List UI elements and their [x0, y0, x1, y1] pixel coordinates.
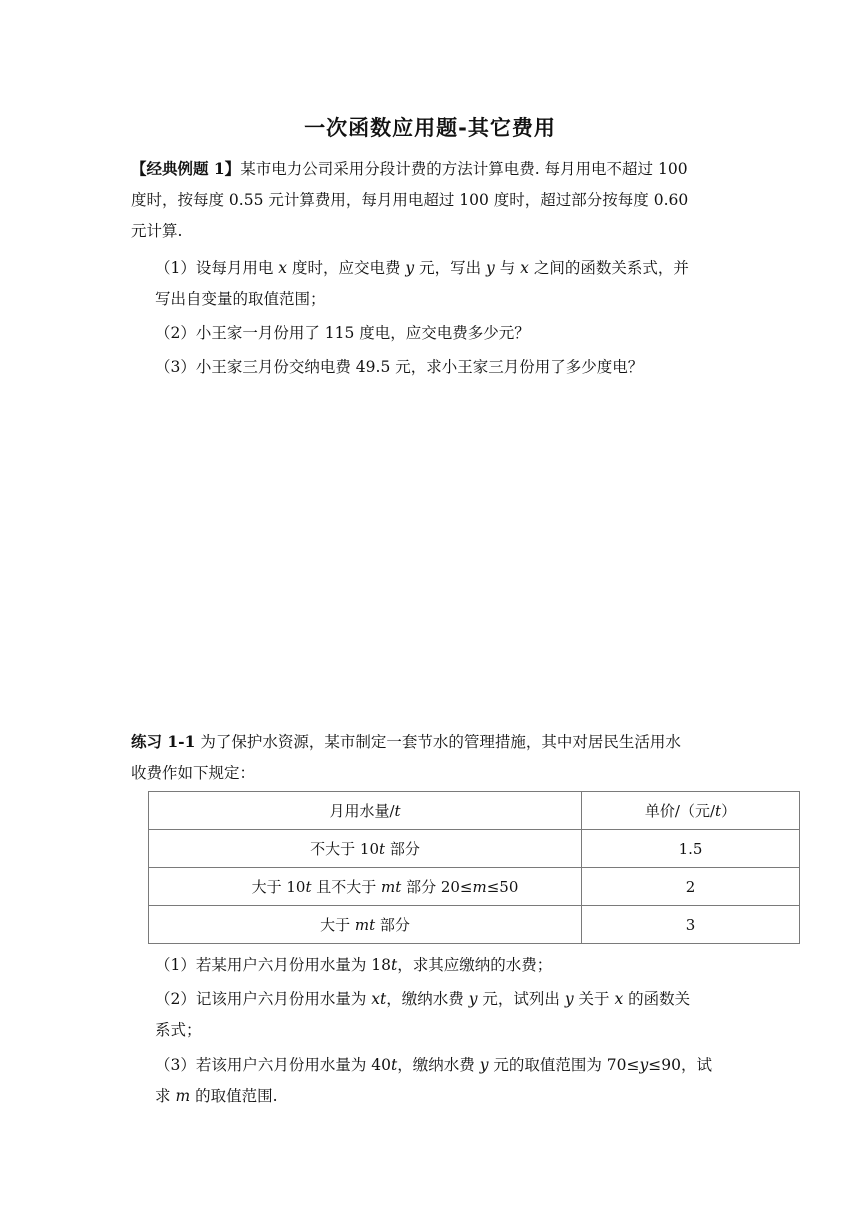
header-text: ）	[721, 802, 737, 820]
q-text-cont: 系式；	[155, 1021, 202, 1039]
table-cell-range	[149, 906, 582, 944]
q1-text: 度时，应交电费	[287, 259, 406, 277]
q-text: ，缴纳水费	[386, 990, 469, 1008]
q-text: （1）若某用户六月份用水量为 18	[155, 956, 392, 974]
table-cell-price: 1.5	[582, 830, 800, 868]
unit-t: t	[715, 802, 722, 820]
q-text: ，缴纳水费	[397, 1056, 480, 1074]
cell-text: 部分 20≤	[401, 878, 473, 896]
table-row	[149, 906, 800, 944]
page-title: 一次函数应用题-其它费用	[304, 116, 556, 140]
cell-text: 部分	[375, 916, 410, 934]
unit-t: t	[394, 802, 401, 820]
cell-text: 部分	[385, 840, 420, 858]
q-text: 关于	[573, 990, 615, 1008]
cell-text: ≤50	[486, 878, 519, 896]
var-y: y	[486, 259, 495, 277]
example-1-text	[131, 153, 731, 247]
var-x: x	[520, 259, 529, 277]
exercise-1-1-text	[131, 726, 731, 789]
unit-t: t	[379, 840, 386, 858]
exercise-line-2: 收费作如下规定：	[131, 764, 256, 782]
var-y: y	[405, 259, 415, 277]
header-text: 月用水量/	[329, 802, 395, 820]
table-header-usage	[149, 792, 582, 830]
q-text: （2）记该用户六月份用水量为	[155, 990, 372, 1008]
var-y: y	[468, 990, 478, 1008]
var-m: m	[472, 878, 487, 896]
table-header-price	[582, 792, 800, 830]
header-text: 单价/（元/	[644, 802, 716, 820]
q-text: 元，试列出	[477, 990, 565, 1008]
table-cell-range	[149, 868, 582, 906]
cell-text: 且不大于	[311, 878, 382, 896]
cell-text: 不大于 10	[310, 840, 380, 858]
example-1-question-3: （3）小王家三月份交纳电费 49.5 元，求小王家三月份用了多少度电？	[155, 358, 644, 376]
table-cell-price: 3	[582, 906, 800, 944]
table-cell-range	[149, 830, 582, 868]
q1-text: 之间的函数关系式，并	[528, 259, 689, 277]
table-cell-price: 2	[582, 868, 800, 906]
example-1-question-2: （2）小王家一月份用了 115 度电，应交电费多少元？	[155, 324, 530, 342]
cell-text: 大于	[320, 916, 355, 934]
q1-text: 元，写出	[414, 259, 487, 277]
var-x: x	[278, 259, 288, 277]
example-1-question-1	[155, 253, 731, 315]
exercise-question-2	[155, 984, 731, 1046]
exercise-question-3	[155, 1050, 731, 1112]
exercise-line-1: 为了保护水资源，某市制定一套节水的管理措施，其中对居民生活用水	[195, 733, 681, 751]
exercise-question-1	[155, 950, 731, 981]
unit-t: t	[391, 1056, 398, 1074]
unit-t: t	[305, 878, 312, 896]
q-text-cont: 的取值范围.	[190, 1087, 278, 1105]
q-text: （3）若该用户六月份用水量为 40	[155, 1056, 392, 1074]
q-text: 的函数关	[623, 990, 691, 1008]
unit-t: t	[391, 956, 398, 974]
example-1-line-1: 某市电力公司采用分段计费的方法计算电费. 每月用电不超过 100	[240, 160, 688, 178]
q-text-cont: 求	[155, 1087, 176, 1105]
var-y: y	[479, 1056, 489, 1074]
example-1-line-2: 度时，按每度 0.55 元计算费用，每月用电超过 100 度时，超过部分按每度 0.60	[131, 191, 689, 209]
q-text: ≤90，试	[648, 1056, 713, 1074]
var-x: x	[614, 990, 624, 1008]
q1-text-cont: 写出自变量的取值范围；	[155, 290, 326, 308]
table-header-row	[149, 792, 800, 830]
q-text: 元的取值范围为 70≤	[488, 1056, 640, 1074]
q-text: ，求其应缴纳的水费；	[397, 956, 553, 974]
var-xt: xt	[371, 990, 387, 1008]
var-m: m	[175, 1087, 191, 1105]
exercise-1-1-label: 练习 1-1	[131, 732, 196, 751]
var-mt: mt	[381, 878, 402, 896]
example-1-line-3: 元计算.	[131, 222, 183, 240]
example-1-label: 【经典例题 1】	[131, 159, 241, 178]
q1-text: （1）设每月用电	[155, 259, 279, 277]
water-price-table	[148, 791, 800, 944]
var-y: y	[564, 990, 574, 1008]
var-mt: mt	[354, 916, 376, 934]
cell-text: 大于 10	[251, 878, 306, 896]
q1-text: 与	[494, 259, 521, 277]
table-row	[149, 830, 800, 868]
table-row	[149, 868, 800, 906]
var-y: y	[639, 1056, 649, 1074]
